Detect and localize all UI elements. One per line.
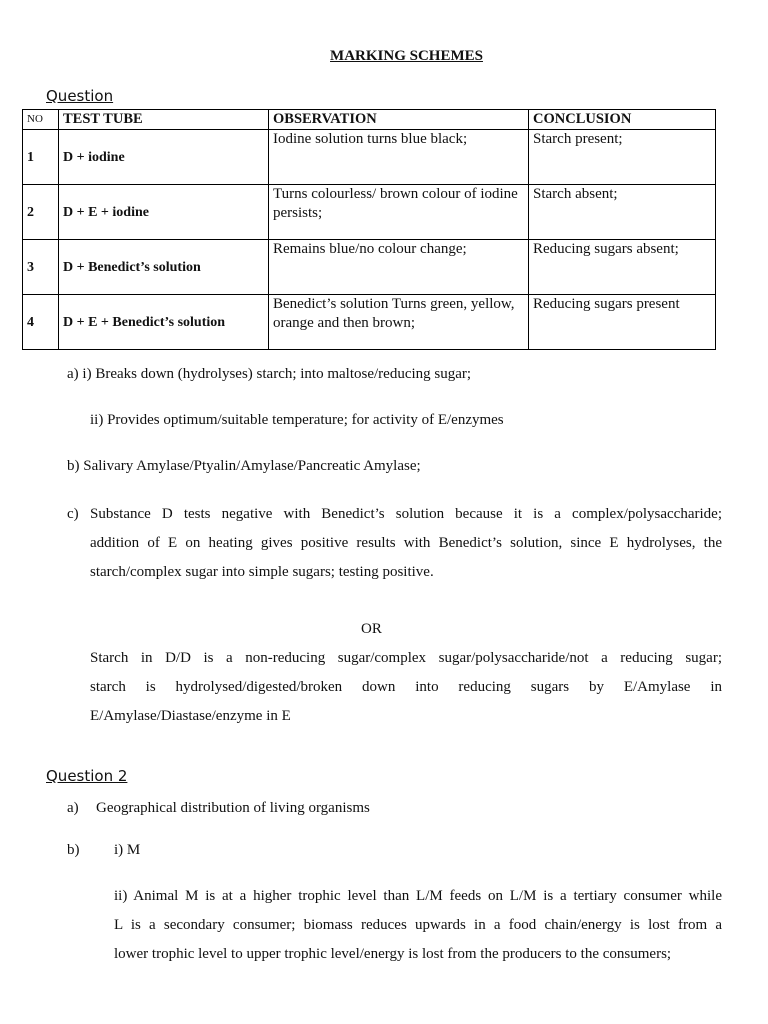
row-test-tube: D + iodine [59, 130, 269, 185]
question-1-heading: Question [46, 87, 114, 105]
row-conclusion: Reducing sugars present [529, 295, 716, 350]
answer-c-line-1: Substance D tests negative with Benedict’s solution because it is a complex/polysaccharide; [90, 506, 722, 522]
page-title: MARKING SCHEMES [330, 48, 483, 64]
row-conclusion: Starch present; [529, 130, 716, 185]
table-header-row [23, 110, 716, 130]
table-row [23, 295, 716, 350]
answer-b: b) Salivary Amylase/Ptyalin/Amylase/Pancreatic Amylase; [67, 458, 421, 474]
row-conclusion: Reducing sugars absent; [529, 240, 716, 295]
header-no: NO [23, 110, 59, 130]
row-number: 1 [23, 130, 59, 185]
or-separator: OR [361, 621, 382, 637]
question-2-heading: Question 2 [46, 767, 128, 785]
answer-c-line-2: addition of E on heating gives positive results with Benedict’s solution, since E hydrolyses, the [90, 535, 722, 551]
q2-b-i: i) M [114, 842, 141, 858]
alt-answer-line-3: E/Amylase/Diastase/enzyme in E [90, 708, 291, 724]
q2-b-ii-line-3: lower trophic level to upper trophic level/energy is lost from the producers to the consumers; [114, 946, 672, 962]
row-test-tube: D + E + iodine [59, 185, 269, 240]
answer-c-line-3: starch/complex sugar into simple sugars; testing positive. [90, 564, 434, 580]
table-row [23, 240, 716, 295]
q2-a-text: Geographical distribution of living organisms [96, 800, 370, 816]
row-test-tube: D + E + Benedict’s solution [59, 295, 269, 350]
row-number: 3 [23, 240, 59, 295]
marking-table [22, 109, 716, 350]
row-number: 2 [23, 185, 59, 240]
row-observation: Remains blue/no colour change; [269, 240, 529, 295]
row-observation: Benedict’s solution Turns green, yellow, orange and then brown; [269, 295, 529, 350]
row-conclusion: Starch absent; [529, 185, 716, 240]
row-test-tube: D + Benedict’s solution [59, 240, 269, 295]
q2-b-ii-line-2: L is a secondary consumer; biomass reduces upwards in a food chain/energy is lost from a [114, 917, 722, 933]
alt-answer-line-2: starch is hydrolysed/digested/broken down into reducing sugars by E/Amylase in [90, 679, 722, 695]
alt-answer-line-1: Starch in D/D is a non-reducing sugar/complex sugar/polysaccharide/not a reducing sugar; [90, 650, 722, 666]
row-observation: Iodine solution turns blue black; [269, 130, 529, 185]
header-conclusion: CONCLUSION [529, 110, 716, 130]
q2-b-ii-line-1: ii) Animal M is at a higher trophic level than L/M feeds on L/M is a tertiary consumer while [114, 888, 722, 904]
answer-c-label: c) [67, 506, 79, 522]
header-test-tube: TEST TUBE [59, 110, 269, 130]
q2-a-label: a) [67, 800, 79, 816]
header-observation: OBSERVATION [269, 110, 529, 130]
q2-b-label: b) [67, 842, 80, 858]
answer-a-ii: ii) Provides optimum/suitable temperature; for activity of E/enzymes [90, 412, 504, 428]
row-observation: Turns colourless/ brown colour of iodine persists; [269, 185, 529, 240]
table-row [23, 130, 716, 185]
table-row [23, 185, 716, 240]
row-number: 4 [23, 295, 59, 350]
answer-a-i: a) i) Breaks down (hydrolyses) starch; into maltose/reducing sugar; [67, 366, 472, 382]
